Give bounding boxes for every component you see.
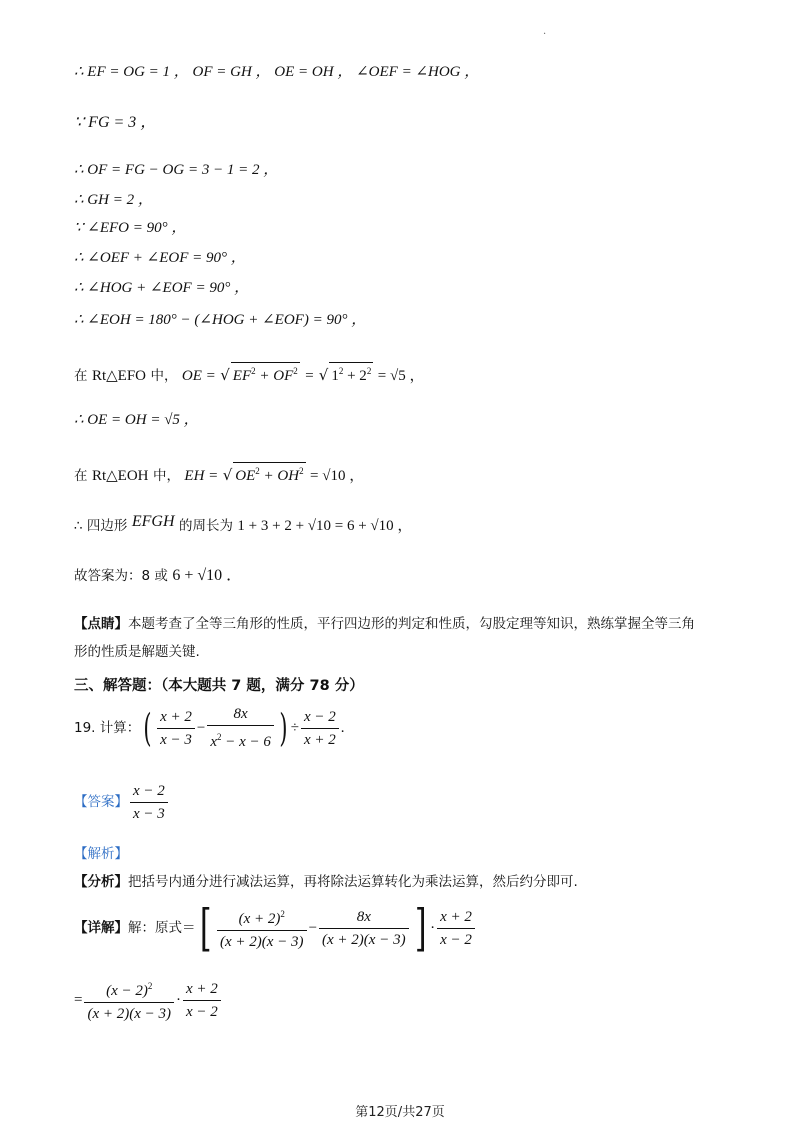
fraction-3-num: x − 2 <box>303 708 336 725</box>
bracket-close: ] <box>414 899 427 957</box>
radicand-2-a: 1 <box>331 368 339 384</box>
bracket-open: [ <box>199 899 212 957</box>
line-11-end: = √10 ， <box>310 468 365 484</box>
question-19 <box>74 706 345 750</box>
line-4-text: ∴ GH = 2 ， <box>74 192 153 208</box>
xj-fraction-1-den: (x + 2)(x − 3) <box>217 930 307 951</box>
xj-fraction-1 <box>217 905 307 951</box>
dianjing-text-2: 形的性质是解题关键. <box>74 644 200 660</box>
line-2 <box>74 113 156 133</box>
line-13-a: 故答案为：8 或 <box>74 568 168 584</box>
dot-operator: · <box>430 920 436 936</box>
paren-close: ) <box>279 706 288 750</box>
line-9 <box>74 362 424 386</box>
line-9-mid: 中， <box>150 368 178 384</box>
xj-fraction-3-den: x − 2 <box>437 928 475 949</box>
fraction-2 <box>207 705 274 751</box>
fraction-2-num: 8x <box>233 706 248 722</box>
line-9-triangle: Rt△EFO <box>91 368 146 384</box>
fraction-1-den: x − 3 <box>157 728 195 749</box>
line-11-mid: 中， <box>152 468 180 484</box>
line-12-c: 的周长为 <box>178 518 233 534</box>
radicand-1: $EF^2 + OF^2$ <box>231 362 300 384</box>
divide-sign: ÷ <box>290 720 299 736</box>
paren-open: ( <box>143 706 152 750</box>
dianjing-cont <box>74 642 200 662</box>
dot-operator: · <box>176 992 182 1008</box>
step2-fraction-2 <box>183 980 221 1021</box>
xj-fraction-2-num: 8x <box>356 908 371 925</box>
line-13 <box>74 566 242 586</box>
fraction-1 <box>157 708 195 749</box>
fraction-2-den: $x^2 - x - 6$ <box>207 725 274 751</box>
answer-den: x − 3 <box>130 802 168 823</box>
fenxi-label: 【分析】 <box>74 874 128 890</box>
line-5 <box>74 218 186 238</box>
line-9-end: = √5 ， <box>377 368 425 384</box>
radical-sign: √ <box>220 366 230 384</box>
radicand-3-b: + OH <box>263 468 300 484</box>
step2-fraction-1-num: $(x - 2)^2$ <box>106 981 153 999</box>
line-11-triangle: Rt△EOH <box>91 468 149 484</box>
line-10 <box>74 410 199 430</box>
jiexi <box>74 844 128 864</box>
step2-fraction-2-num: x + 2 <box>186 980 218 997</box>
line-12-d: 1 + 3 + 2 + √10 = 6 + √10 ， <box>237 518 413 534</box>
fraction-3 <box>301 708 339 749</box>
xiangjie-label: 【详解】 <box>74 920 128 936</box>
fraction-2-den-a: x <box>210 734 218 750</box>
fraction-2-den-b: − x − 6 <box>225 734 271 750</box>
fraction-3-den: x + 2 <box>301 728 339 749</box>
line-5-text: ∵ ∠EFO = 90° ， <box>74 220 187 236</box>
line-7-text: ∴ ∠HOG + ∠EOF = 90° ， <box>74 280 250 296</box>
radicand-3-a: OE <box>235 468 256 484</box>
step2-fraction-1-num-text: (x − 2) <box>106 983 148 999</box>
corner-mark: . <box>543 26 547 37</box>
xj-fraction-2 <box>319 908 409 949</box>
xj-fraction-3 <box>437 908 475 949</box>
page-footer: 第12页/共27页 <box>355 1105 445 1120</box>
line-9-lhs: OE = <box>181 368 216 384</box>
xj-fraction-2-den: (x + 2)(x − 3) <box>319 928 409 949</box>
line-12 <box>74 512 412 536</box>
section-heading-text: 三、解答题：（本大题共 7 题，满分 78 分） <box>74 678 364 694</box>
line-2-text: ∵ FG = 3 ， <box>74 114 157 131</box>
line-13-b: 6 + √10 ． <box>172 567 243 584</box>
radicand-3: $OE^2 + OH^2$ <box>233 462 305 484</box>
radicand-2-b: + 2 <box>347 368 367 384</box>
answer-num: x − 2 <box>133 782 165 799</box>
radical-sign: √ <box>318 366 329 384</box>
dianjing-label: 【点睛】 <box>74 616 128 632</box>
radical-sign: √ <box>222 466 233 484</box>
line-3-text: ∴ OF = FG − OG = 3 − 1 = 2 ， <box>74 162 279 178</box>
answer <box>74 780 170 824</box>
line-9-eq: = <box>304 368 315 384</box>
answer-label: 【答案】 <box>74 794 128 810</box>
line-11-prefix: 在 <box>74 468 88 484</box>
question-19-end: . <box>340 720 345 736</box>
section-heading <box>74 676 364 696</box>
line-1 <box>74 62 479 82</box>
fenxi <box>74 872 578 892</box>
line-10-text: ∴ OE = OH = √5 ， <box>74 412 199 428</box>
line-12-shape: EFGH <box>131 513 175 530</box>
radicand-1-b: + OF <box>259 368 294 384</box>
line-8 <box>74 310 366 330</box>
line-6 <box>74 248 246 268</box>
step2-fraction-2-den: x − 2 <box>183 1000 221 1021</box>
minus-sign: − <box>196 720 206 736</box>
question-19-label: 19. 计算： <box>74 720 141 736</box>
dianjing-text: 本题考查了全等三角形的性质，平行四边形的判定和性质，勾股定理等知识，熟练掌握全等三角 <box>128 616 695 632</box>
line-3 <box>74 160 278 180</box>
xiangjie-step-2 <box>74 974 223 1026</box>
xiangjie-prefix: 解：原式＝ <box>128 920 196 936</box>
xj-fraction-1-num-text: (x + 2) <box>238 911 281 927</box>
line-11 <box>74 462 364 486</box>
line-12-a: ∴ 四边形 <box>74 518 128 534</box>
line-8-text: ∴ ∠EOH = 180° − (∠HOG + ∠EOF) = 90° ， <box>74 312 367 328</box>
radicand-1-a: EF <box>232 368 252 384</box>
line-1-text: ∴ EF = OG = 1 ， OF = GH ， OE = OH ， ∠OEF = ∠HOG ， <box>74 64 480 80</box>
step-2-eq: = <box>74 992 83 1008</box>
fenxi-text: 把括号内通分进行减法运算，再将除法运算转化为乘法运算，然后约分即可. <box>128 874 578 890</box>
xj-fraction-1-num: $(x + 2)^2$ <box>238 909 285 927</box>
radicand-2: $1^2 + 2^2$ <box>329 362 373 384</box>
xj-minus: − <box>308 920 318 936</box>
line-7 <box>74 278 249 298</box>
line-9-prefix: 在 <box>74 368 88 384</box>
fraction-1-num: x + 2 <box>160 708 192 725</box>
line-6-text: ∴ ∠OEF + ∠EOF = 90° ， <box>74 250 246 266</box>
step2-fraction-1 <box>84 977 174 1023</box>
line-4 <box>74 190 153 210</box>
answer-fraction <box>130 782 168 823</box>
step2-fraction-1-den: (x + 2)(x − 3) <box>84 1002 174 1023</box>
line-11-lhs: EH = <box>184 468 219 484</box>
xiangjie <box>74 900 477 956</box>
jiexi-label: 【解析】 <box>74 846 128 862</box>
dianjing <box>74 614 695 634</box>
xj-fraction-3-num: x + 2 <box>440 908 472 925</box>
